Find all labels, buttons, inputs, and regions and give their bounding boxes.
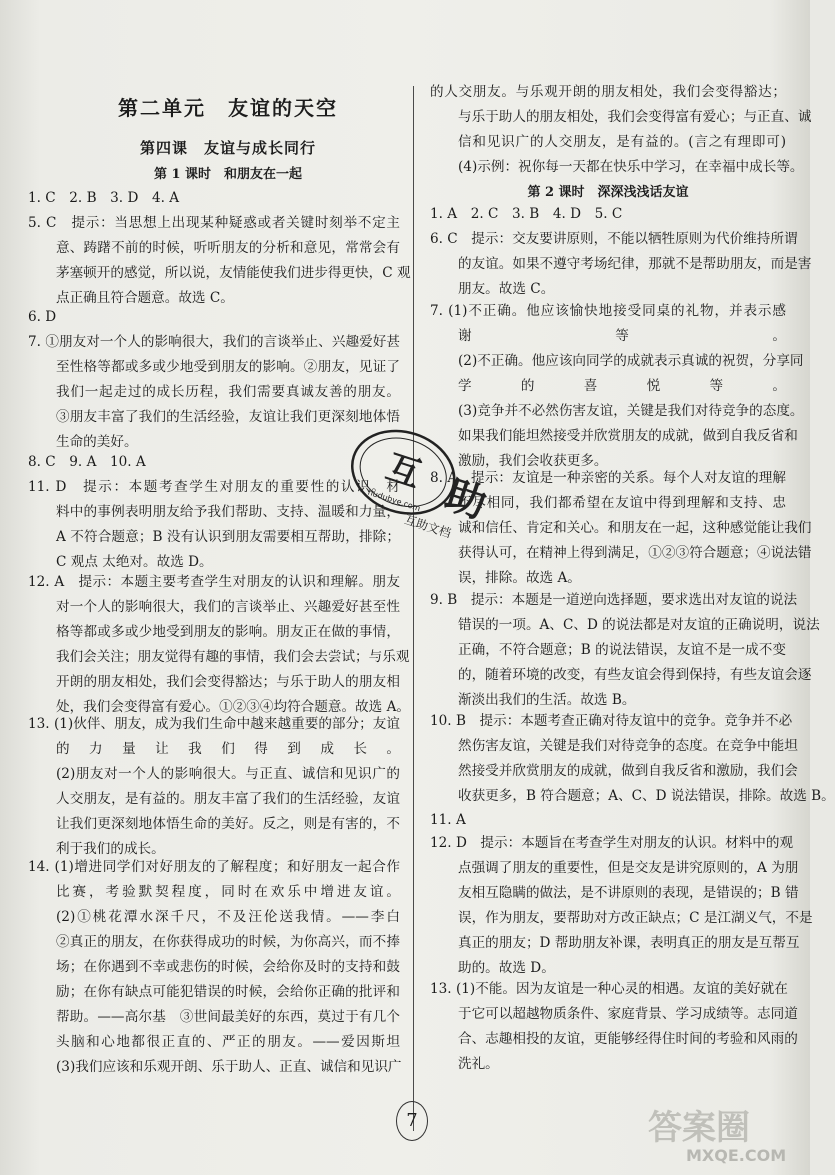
answer-line: (2)朋友对一个人的影响很大。与正直、诚信和见识广的: [56, 766, 400, 782]
answer-line: 与乐于助人的朋友相处，我们会变得富有爱心；与正直、诚: [458, 109, 812, 125]
answer-block: [430, 977, 798, 1077]
answer-line: 然接受并欣赏朋友的成就，做到自我反省和激励，我们会: [458, 763, 798, 779]
answer-block: [28, 712, 400, 862]
answer-line: 的，随着环境的改变，有些友谊会得到保持，有些友谊会逐: [458, 667, 812, 683]
answer-line: 我们会关注；朋友觉得有趣的事情，我们会去尝试；与乐观: [56, 649, 410, 665]
answer-line: 7. (1)不正确。他应该愉快地接受同桌的礼物，并表示感: [430, 303, 786, 319]
answer-line: A 不符合题意；B 没有认识到朋友需要相互帮助，排除；: [56, 529, 400, 545]
answer-line: (3)竞争并不必然伤害友谊，关键是我们对待竞争的态度。: [458, 403, 804, 419]
answer-block: [28, 305, 400, 330]
answer-line: 我们一起走过的成长历程，我们需要真诚友善的朋友。: [56, 384, 400, 400]
answer-line: 让我们更深刻地体悟生命的美好。反之，则是有害的，不: [56, 816, 400, 832]
answer-line: 朋友。故选 C。: [458, 281, 555, 297]
answer-block: [430, 709, 835, 809]
answer-line: 头脑和心地都很正直的、严正的朋友。——爱因斯坦: [56, 1034, 400, 1050]
unit-title: 第二单元 友谊的天空: [118, 96, 338, 120]
answer-line: 谢等。: [458, 328, 786, 344]
answer-line: ②真正的朋友，在你获得成功的时候，为你高兴，而不捧: [56, 934, 400, 950]
svg-text:答案圈: 答案圈: [648, 1108, 750, 1148]
answer-line: 利于我们的成长。: [56, 841, 165, 857]
answer-line: 10. B 提示：本题考查正确对待友谊中的竞争。竞争并不必: [430, 713, 793, 729]
answer-line: 学的喜悦等。: [458, 378, 786, 394]
svg-text:互: 互: [381, 447, 426, 496]
answer-line: 不尽相同，我们都希望在友谊中得到理解和支持、忠: [458, 495, 786, 511]
answer-line: 友相互隐瞒的做法，是不讲原则的表现，是错误的；B 错: [458, 885, 799, 901]
answer-line: 至性格等都或多或少地受到朋友的影响。②朋友，见证了: [56, 359, 400, 375]
answer-line: 茅塞顿开的感觉，所以说，友情能使我们进步得更快，C 观: [56, 265, 411, 281]
answer-block: [430, 808, 786, 833]
answer-line: 1. A 2. C 3. B 4. D 5. C: [430, 206, 623, 222]
answer-line: 如果我们能坦然接受并欣赏朋友的成就，做到自我反省和: [458, 428, 798, 444]
svg-text:互助文档: 互助文档: [402, 512, 453, 541]
answer-line: 获得认可，在精神上得到满足，①②③符合题意；④说法错: [458, 545, 812, 561]
answer-line: ③朋友丰富了我们的生活经验，友谊让我们更深刻地体悟: [56, 409, 400, 425]
answer-block: [28, 186, 400, 211]
answer-line: 诚和信任、肯定和关心。和朋友在一起，这种感觉能让我们: [458, 520, 812, 536]
answer-line: 9. B 提示：本题是一道逆向选择题，要求选出对友谊的说法: [430, 592, 798, 608]
answer-block: [28, 211, 411, 311]
answer-line: 的人交朋友。与乐观开朗的朋友相处，我们会变得豁达；: [430, 84, 786, 100]
answer-line: 11. A: [430, 812, 466, 828]
answer-block: [430, 80, 812, 180]
answer-line: 料中的事例表明朋友给予我们帮助、支持、温暖和力量，: [56, 504, 400, 520]
answer-line: 然伤害友谊，关键是我们对待竞争的态度。在竞争中能坦: [458, 738, 798, 754]
answer-line: (2)①桃花潭水深千尺，不及汪伦送我情。——李白: [56, 909, 400, 925]
answer-block: [28, 855, 400, 1080]
answer-line: 励；在你有缺点可能犯错误的时候，会给你正确的批评和: [56, 984, 400, 1000]
svg-text:助: 助: [439, 471, 492, 528]
answer-block: [430, 588, 820, 713]
answer-block: [28, 570, 410, 720]
answer-line: 合、志趣相投的友谊，更能够经得住时间的考验和风雨的: [458, 1031, 798, 1047]
answer-line: C 观点 太绝对。故选 D。: [56, 554, 213, 570]
answer-line: 生命的美好。: [56, 434, 138, 450]
answer-block: [28, 330, 400, 455]
answer-line: 14. (1)增进同学们对好朋友的了解程度；和好朋友一起合作: [28, 859, 400, 875]
answer-line: 的友谊。如果不遵守考场纪律，那就不是帮助朋友，而是害: [458, 256, 812, 272]
svg-text:MXQE.COM: MXQE.COM: [686, 1146, 787, 1165]
answer-line: 12. A 提示：本题主要考查学生对朋友的认识和理解。朋友: [28, 574, 400, 590]
answer-line: 场；在你遇到不幸或悲伤的时候，会给你及时的支持和鼓: [56, 959, 400, 975]
answer-line: 6. C 提示：交友要讲原则，不能以牺牲原则为代价维持所谓: [430, 231, 798, 247]
answer-line: 助的。故选 D。: [458, 960, 555, 976]
answer-line: 处，我们会变得富有爱心。①②③④均符合题意。故选 A。: [56, 699, 410, 715]
page-number: 7: [396, 1101, 428, 1141]
answer-line: 帮助。——高尔基 ③世间最美好的东西，莫过于有几个: [56, 1009, 400, 1025]
answer-line: 比赛，考验默契程度，同时在欢乐中增进友谊。: [56, 884, 400, 900]
answer-line: 开朗的朋友相处，我们会变得豁达；与乐于助人的朋友相: [56, 674, 400, 690]
answer-line: 误，排除。故选 A。: [458, 570, 581, 586]
answer-line: 12. D 提示：本题旨在考查学生对朋友的认识。材料中的观: [430, 835, 794, 851]
answer-line: 11. D 提示：本题考查学生对朋友的重要性的认识。材: [28, 479, 400, 495]
answer-line: 收获更多，B 符合题意；A、C、D 说法错误，排除。故选 B。: [458, 788, 835, 804]
answer-line: 8. A 提示：友谊是一种亲密的关系。每个人对友谊的理解: [430, 470, 786, 486]
answer-line: (4)示例：祝你每一天都在快乐中学习，在幸福中成长等。: [458, 159, 804, 175]
answer-line: 6. D: [28, 309, 57, 325]
answer-line: 1. C 2. B 3. D 4. A: [28, 190, 180, 206]
answer-line: 点正确且符合题意。故选 C。: [56, 290, 234, 306]
answer-block: [430, 227, 812, 302]
answer-line: 格等都或多或少地受到朋友的影响。朋友正在做的事情，: [56, 624, 400, 640]
lesson-title: 第四课 友谊与成长同行: [139, 139, 316, 157]
answer-line: 点强调了朋友的重要性，但是交友是讲究原则的，A 为朋: [458, 860, 799, 876]
answer-line: 洗礼。: [458, 1056, 499, 1072]
answer-line: 13. (1)伙伴、朋友，成为我们生命中越来越重要的部分；友谊: [28, 716, 400, 732]
answer-line: 的力量让我们得到成长。: [56, 741, 400, 757]
answer-line: 8. C 9. A 10. A: [28, 454, 146, 470]
mxqe-watermark-logo: [646, 1101, 796, 1167]
answer-line: 对一个人的影响很大，我们的言谈举止、兴趣爱好甚至性: [56, 599, 400, 615]
answer-line: (3)我们应该和乐观开朗、乐于助人、正直、诚信和见识广: [56, 1059, 402, 1075]
answer-line: 正确，不符合题意；B 的说法错误，友谊不是一成不变: [458, 642, 786, 658]
answer-line: 人交朋友，是有益的。朋友丰富了我们的生活经验，友谊: [56, 791, 400, 807]
answer-line: 真正的朋友；D 帮助朋友补课，表明真正的朋友是互帮互: [458, 935, 800, 951]
answer-line: 5. C 提示：当思想上出现某种疑惑或者关键时刻举不定主: [28, 215, 400, 231]
answer-block: [430, 831, 813, 981]
answer-line: (2)不正确。他应该向同学的成就表示真诚的祝贺，分享同: [458, 353, 804, 369]
answer-line: 7. ①朋友对一个人的影响很大，我们的言谈举止、兴趣爱好甚: [28, 334, 400, 350]
answer-line: 意、踌躇不前的时候，听听朋友的分析和意见，常常会有: [56, 240, 400, 256]
answer-line: 错误的一项。A、C、D 的说法都是对友谊的正确说明，说法: [458, 617, 820, 633]
answer-line: 13. (1)不能。因为友谊是一种心灵的相遇。友谊的美好就在: [430, 981, 788, 997]
answer-block: [430, 202, 786, 227]
period-2-title: 第 2 课时 深深浅浅话友谊: [527, 185, 689, 200]
period-1-title: 第 1 课时 和朋友在一起: [153, 167, 303, 182]
answer-line: 误，作为朋友，要帮助对方改正缺点；C 是江湖义气，不是: [458, 910, 813, 926]
column-divider: [413, 86, 414, 1131]
answer-line: 渐淡出我们的生活。故选 B。: [458, 692, 636, 708]
answer-line: 信和见识广的人交朋友，是有益的。(言之有理即可): [458, 134, 786, 150]
answer-line: 激励，我们会收获更多。: [458, 453, 608, 469]
svg-text:hudubye.com: hudubye.com: [366, 487, 422, 514]
answer-line: 于它可以超越物质条件、家庭背景、学习成绩等。志同道: [458, 1006, 798, 1022]
